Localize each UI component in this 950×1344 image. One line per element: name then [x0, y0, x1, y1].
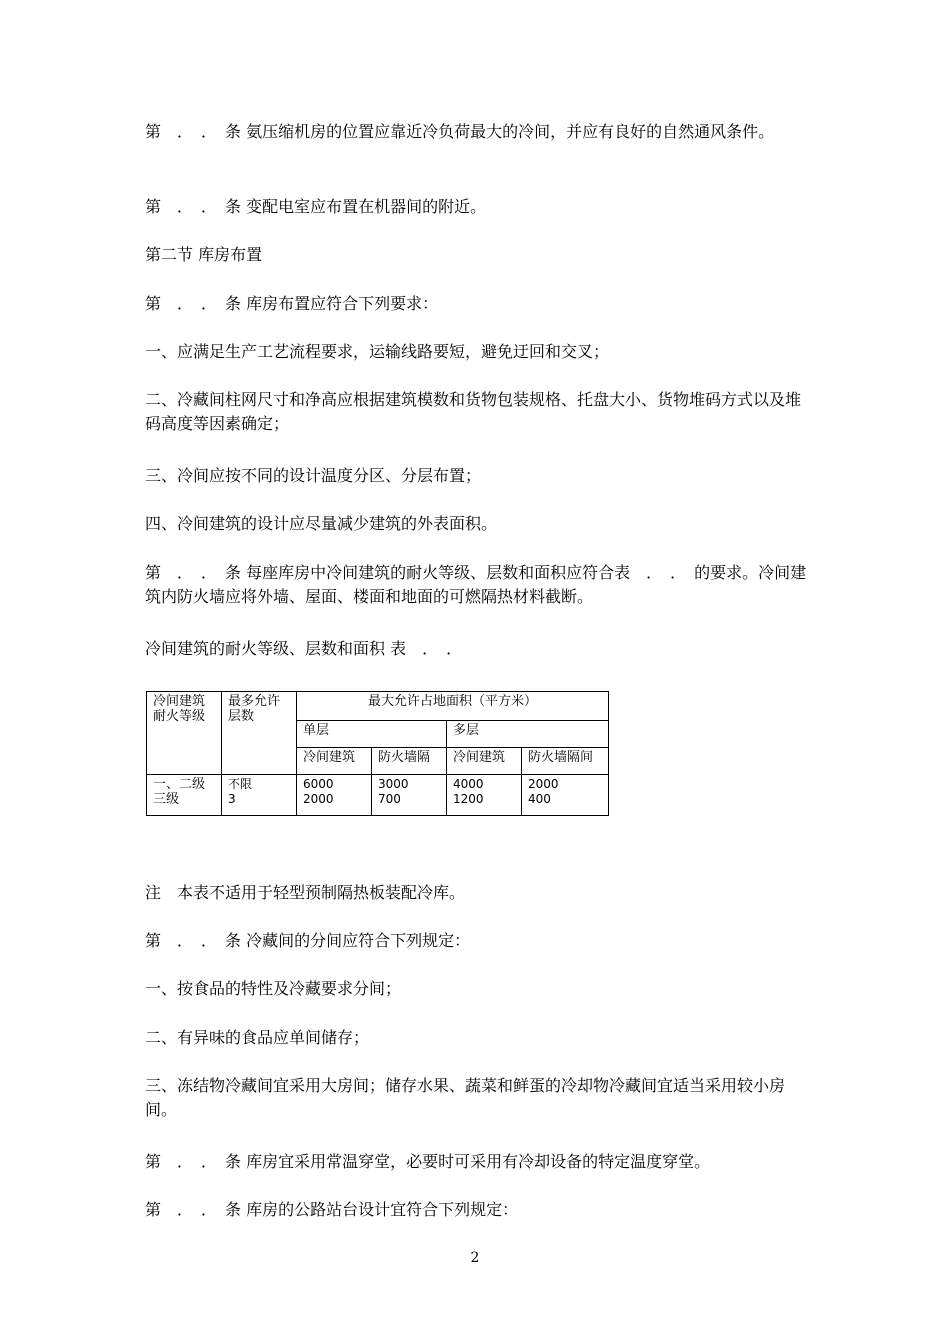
cell-grade: 一、二级 三级: [147, 775, 222, 816]
list-item-1: 一、应满足生产工艺流程要求，运输线路要短，避免迂回和交叉；: [145, 342, 610, 361]
paragraph-corridor: 第 ． ． 条 库房宜采用常温穿堂，必要时可采用有冷却设备的特定温度穿堂。: [145, 1152, 711, 1171]
cell-floors: 不限 3: [222, 775, 297, 816]
subheader-multi-firewall: 防火墙隔间: [522, 748, 609, 775]
list-item-2: 二、冷藏间柱网尺寸和净高应根据建筑模数和货物包装规格、托盘大小、货物堆码方式以及堆码高度等因素确定；: [145, 390, 802, 433]
header-fire-rating: 冷间建筑 耐火等级: [147, 692, 222, 775]
list-item-partition-2: 二、有异味的食品应单间储存；: [145, 1028, 370, 1047]
header-max-floors: 最多允许 层数: [222, 692, 297, 775]
list-item-3: 三、冷间应按不同的设计温度分区、分层布置；: [145, 466, 482, 485]
paragraph-layout-requirements: 第 ． ． 条 库房布置应符合下列要求：: [145, 294, 439, 313]
paragraph-road-platform: 第 ． ． 条 库房的公路站台设计宜符合下列规定：: [145, 1200, 519, 1219]
section-heading: 第二节 库房布置: [145, 245, 263, 264]
list-item-4: 四、冷间建筑的设计应尽量减少建筑的外表面积。: [145, 514, 498, 533]
subheader-single-building: 冷间建筑: [297, 748, 372, 775]
header-multi-floor: 多层: [447, 721, 609, 748]
fire-rating-table: [146, 691, 609, 816]
paragraph-cold-storage-partition: 第 ． ． 条 冷藏间的分间应符合下列规定：: [145, 931, 471, 950]
cell-single-building: 6000 2000: [297, 775, 372, 816]
page-number: 2: [470, 1250, 480, 1266]
list-item-partition-3: 三、冻结物冷藏间宜采用大房间；储存水果、蔬菜和鲜蛋的冷却物冷藏间宜适当采用较小房间。: [145, 1076, 786, 1119]
table-caption: 冷间建筑的耐火等级、层数和面积 表 ． ．: [145, 639, 463, 658]
cell-single-firewall: 3000 700: [372, 775, 447, 816]
subheader-multi-building: 冷间建筑: [447, 748, 522, 775]
cell-multi-building: 4000 1200: [447, 775, 522, 816]
paragraph-substation: 第 ． ． 条 变配电室应布置在机器间的附近。: [145, 197, 487, 216]
table-note: 注 本表不适用于轻型预制隔热板装配冷库。: [145, 883, 466, 902]
header-max-area: 最大允许占地面积（平方米）: [297, 692, 609, 721]
subheader-single-firewall: 防火墙隔: [372, 748, 447, 775]
header-single-floor: 单层: [297, 721, 447, 748]
paragraph-ammonia-compressor-room: 第 ． ． 条 氨压缩机房的位置应靠近冷负荷最大的冷间，并应有良好的自然通风条件。: [145, 122, 775, 141]
paragraph-fire-rating: 第 ． ． 条 每座库房中冷间建筑的耐火等级、层数和面积应符合表 ． ． 的要求。冷间建筑内防火墙应将外墙、屋面、楼面和地面的可燃隔热材料截断。: [145, 563, 807, 606]
cell-multi-firewall: 2000 400: [522, 775, 609, 816]
list-item-partition-1: 一、按食品的特性及冷藏要求分间；: [145, 979, 402, 998]
